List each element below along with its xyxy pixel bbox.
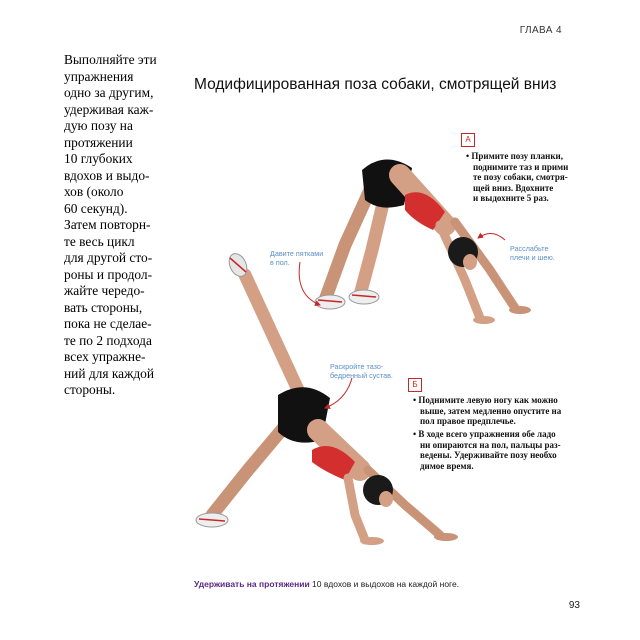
sidebar-line: одно за другим, — [64, 85, 154, 100]
instruction-line: щей вниз. Вдохните — [473, 182, 554, 193]
callout-line: бедренный сустав. — [330, 370, 393, 380]
pose-b-instruction-2 — [413, 429, 561, 471]
footer-note — [194, 579, 459, 589]
sidebar-line: те по 2 подхода — [64, 332, 152, 348]
sidebar-line: вдохов и выдо- — [64, 167, 150, 183]
instruction-line: • Примите позу планки, — [466, 151, 563, 161]
sidebar-line: вать стороны, — [64, 299, 143, 315]
callout-open-hip — [330, 363, 393, 380]
chapter-label: ГЛАВА 4 — [519, 25, 562, 36]
instruction-line: поднимите таз и прими — [473, 161, 569, 172]
callout-line: плечи и шею. — [510, 252, 555, 262]
sidebar-line: для другой сто- — [64, 250, 153, 265]
callout-relax-shoulders — [510, 245, 555, 262]
sidebar-line: хов (около — [64, 184, 124, 199]
pose-a-instructions — [466, 151, 568, 204]
callout-line: Давите пятками — [270, 249, 324, 258]
sidebar-line: протяжении — [64, 134, 133, 150]
sidebar-line: ний для каждой — [64, 365, 155, 381]
instruction-line: пол правое предплечье. — [420, 416, 516, 427]
sidebar-line: 60 секунд). — [64, 200, 128, 216]
page-number: 93 — [568, 600, 580, 611]
instruction-line: • Поднимите левую ногу как можно — [413, 395, 558, 405]
sidebar-line: те весь цикл — [64, 233, 135, 249]
pose-b-tag: Б — [408, 378, 422, 392]
pose-b-instruction-1 — [413, 395, 561, 427]
instruction-line: ни опираются на пол, пальцы раз- — [420, 439, 561, 450]
sidebar-line: всех упражне- — [64, 349, 146, 364]
sidebar-line: упражнения — [64, 68, 134, 84]
instruction-line: • В ходе всего упражнения обе ладо — [413, 429, 556, 439]
sidebar-line: стороны. — [64, 382, 116, 397]
sidebar-line: 10 глубоких — [64, 151, 133, 166]
callout-line: Расслабьте — [510, 244, 549, 253]
sidebar-line: Затем повторн- — [64, 217, 151, 232]
sidebar-line: роны и продол- — [64, 266, 153, 282]
footer-rest: 10 вдохов и выдохов на каждой ноге. — [309, 579, 460, 589]
instruction-line: выше, затем медленно опустите на — [420, 405, 562, 416]
instruction-line: те позу собаки, смотря- — [473, 172, 568, 183]
callout-line: Раскройте тазо- — [330, 362, 384, 371]
sidebar-line: дую позу на — [64, 118, 133, 133]
pose-a-tag: А — [461, 133, 475, 147]
sidebar-line: удерживая каж- — [64, 101, 154, 117]
callout-press-heels — [270, 250, 323, 267]
sidebar-line: пока не сделае- — [64, 316, 152, 331]
footer-accent: Удерживать на протяжении — [194, 579, 310, 589]
callout-line: в пол. — [270, 257, 290, 267]
sidebar-line: Выполняйте эти — [64, 52, 157, 67]
instruction-line: димое время. — [420, 460, 474, 471]
page-title: Модифицированная поза собаки, смотрящей вниз — [194, 76, 557, 93]
sidebar-line: жайте чередо- — [64, 283, 145, 298]
instruction-line: и выдохните 5 раз. — [473, 193, 549, 204]
instruction-line: ведены. Удерживайте позу необхо — [420, 450, 557, 461]
